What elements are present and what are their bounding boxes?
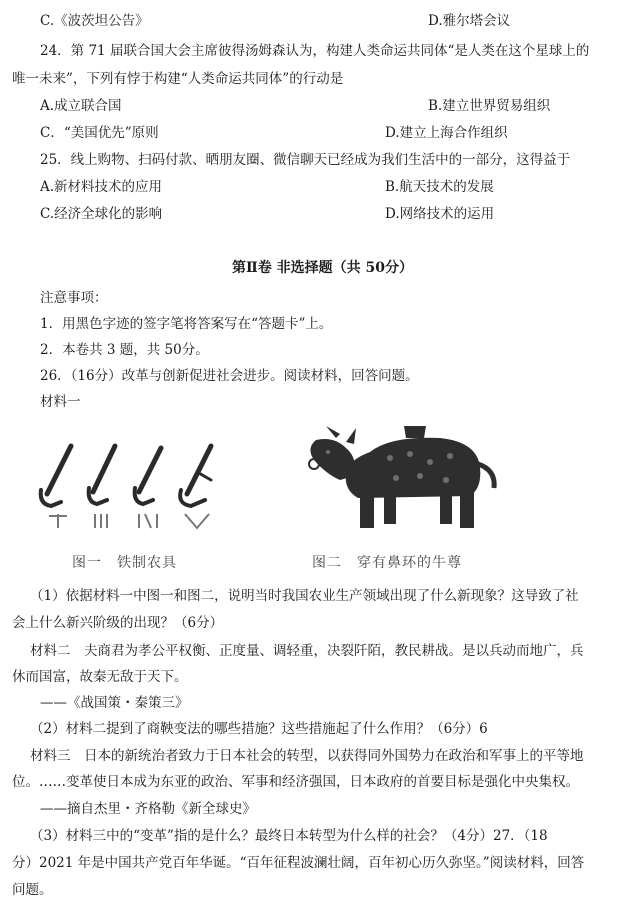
material-2-source: ——《战国策・秦策三》 [40,695,189,711]
material-2-line1: 材料二 夫商君为孝公平权衡、正度量、调轻重，决裂阡陌，教民耕战。是以兵动而地广，兵 [30,643,584,659]
note-2: 2．本卷共 3 题，共 50分。 [40,342,209,358]
sub-question-1-line2: 会上什么新兴阶级的出现？（6分） [12,615,224,631]
option-c-potsdam: C.《波茨坦公告》 [40,13,149,29]
figure-2-caption: 图二 穿有鼻环的牛尊 [312,555,462,571]
bronze-ox-zun-image [300,418,515,543]
q25-option-b: B.航天技术的发展 [385,179,494,195]
q25-option-c: C.经济全球化的影响 [40,206,163,222]
q24-option-a: A.成立联合国 [40,98,122,114]
note-1: 1．用黑色字迹的签字笔将答案写在“答题卡”上。 [40,316,333,332]
q24-stem-line2: 唯一未来”，下列有悖于构建“人类命运共同体”的行动是 [12,71,344,87]
sub-question-3-line2: 分）2021 年是中国共产党百年华诞。“百年征程波澜壮阔，百年初心历久弥坚。”阅读材料，回答 [12,855,585,871]
material-3-source: ——摘自杰里・齐格勒《新全球史》 [40,801,256,817]
material-3-line2: 位。……变革使日本成为东亚的政治、军事和经济强国，日本政府的首要目标是强化中央集权。 [12,774,579,790]
q25-option-a: A.新材料技术的应用 [40,179,163,195]
material-1-label: 材料一 [40,394,81,410]
q26-stem: 26．（16分）改革与创新促进社会进步。阅读材料，回答问题。 [40,368,419,384]
material-2-line2: 休而国富，故秦无敌于天下。 [12,669,188,685]
q25-option-d: D.网络技术的运用 [385,206,495,222]
part2-title: 第Ⅱ卷 非选择题（共 50分） [232,260,414,276]
q25-stem: 25．线上购物、扫码付款、晒朋友圈、微信聊天已经成为我们生活中的一部分，这得益于 [40,152,571,168]
notes-heading: 注意事项： [40,290,108,306]
q24-option-c: C．“美国优先”原则 [40,125,159,141]
q24-option-d: D.建立上海合作组织 [385,125,508,141]
figure-1-caption: 图一 铁制农具 [72,555,177,571]
iron-farm-tools-image [35,432,225,537]
material-3-line1: 材料三 日本的新统治者致力于日本社会的转型，以获得同外国势力在政治和军事上的平等地 [30,748,584,764]
sub-question-2: （2）材料二提到了商鞅变法的哪些措施？这些措施起了什么作用？（6分）6 [30,721,488,737]
q24-stem-line1: 24．第 71 届联合国大会主席彼得汤姆森认为，构建人类命运共同体“是人类在这个星球上的 [40,43,590,59]
sub-question-3-line1: （3）材料三中的“变革”指的是什么？最终日本转型为什么样的社会？（4分）27．（18 [30,828,548,844]
sub-question-1-line1: （1）依据材料一中图一和图二，说明当时我国农业生产领域出现了什么新现象？这导致了社 [30,588,579,604]
q24-option-b: B.建立世界贸易组织 [428,98,551,114]
sub-question-3-line3: 问题。 [12,882,53,898]
option-d-yalta: D.雅尔塔会议 [428,13,511,29]
